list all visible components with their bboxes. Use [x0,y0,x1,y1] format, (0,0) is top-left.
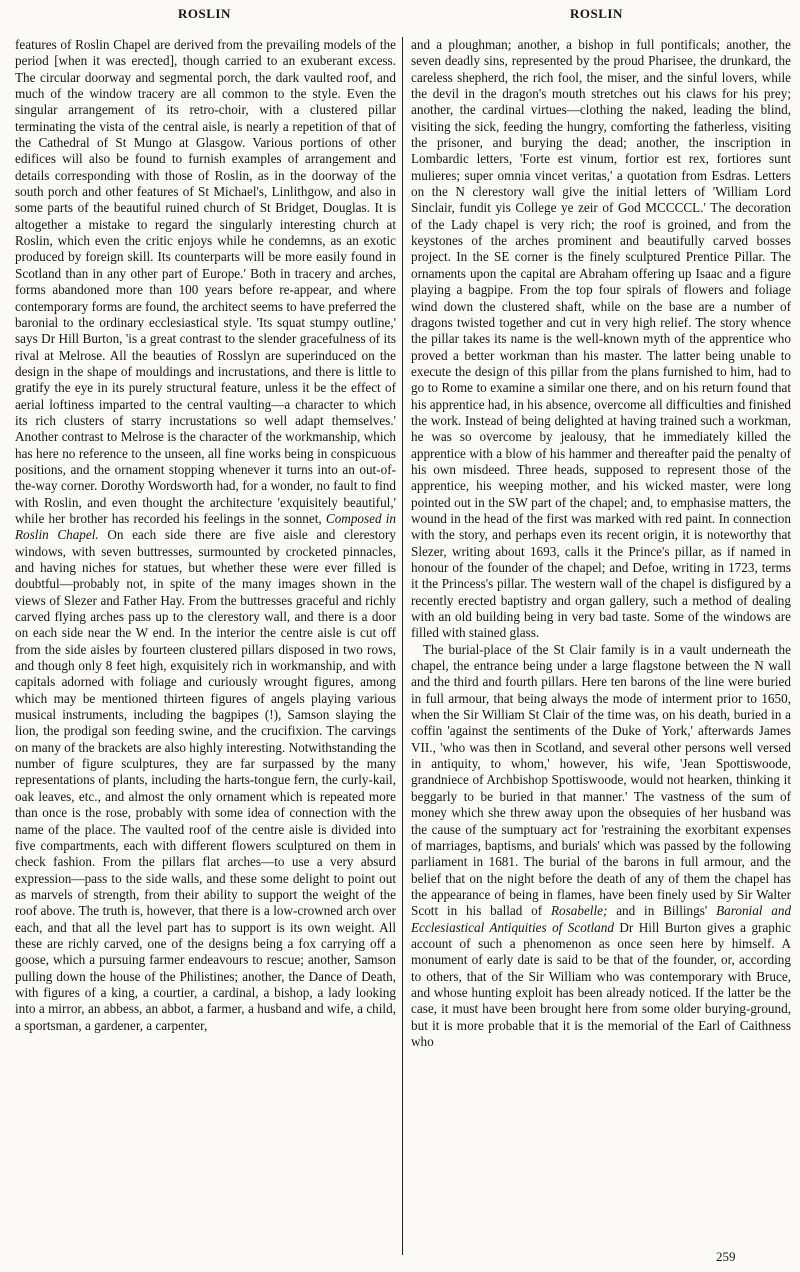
right-paragraph-2 [411,642,791,1051]
running-head-left: ROSLIN [178,6,231,21]
right-paragraph-1: and a ploughman; another, a bishop in full pontificals; another, the seven deadly sins, represented by the proud Pharisee, the drunkard, the careless shepherd, the rich fool, the miser, and the sinful lovers, while the devil in the dragon's mouth stretches out his claws for his prey; another, the cardinal virtues—clothing the naked, leading the blind, visiting the sick, feeding the hungry, comforting the fatherless, visiting the prisoner, and burying the dead; another, the inscription in Lombardic letters, 'Forte est vinum, fortior est rex, fortiores sunt mulieres; super omnia vincet veritas,' a quotation from Esdras. Letters on the N clerestory wall give the initial letters of 'William Lord Sinclair, fundit yis College ye zeir of God MCCCCL.' The decoration of the Lady chapel is very rich; the roof is groined, and from the keystones of the arches prominent and beautifully carved bosses project. In the SE corner is the finely sculptured Prentice Pillar. The ornaments upon the capital are Abraham offering up Isaac and a figure playing a bagpipe. From the top four spirals of flowers and foliage wind down the clustered shaft, while on the base are a number of dragons twisted together and cut in very high relief. The story whence the pillar takes its name is the well-known myth of the apprentice who proved a better workman than his master. The latter being unable to execute the design of this pillar from the plans furnished to him, had to go to Rome to examine a similar one there, and on his return found that his apprentice had, in his absence, overcome all difficulties and finished the work. Instead of being delighted at having trained such a workman, he was so overcome by jealousy, that he immediately killed the apprentice with a blow of his hammer and thereafter paid the penalty of his own misdeed. Three heads, supposed to represent those of the apprentice, his weeping mother, and his wicked master, were long pointed out in the SW part of the chapel; and, to emphasise matters, the wound in the head of the first was marked with red paint. In connection with the story, and perhaps even its recent origin, it is noteworthy that Slezer, writing about 1693, calls it the Prince's pillar, as if named in honour of the founder of the chapel; and Defoe, writing in 1723, terms it the Princess's pillar. The western wall of the chapel is disfigured by a recently erected baptistry and organ gallery, such a method of dealing with an old building being in very bad taste. Some of the windows are filled with stained glass. [411,37,791,641]
page-number: 259 [716,1249,736,1264]
right-p2-text-a: The burial-place of the St Clair family is in a vault underneath the chapel, the entrance being under a large flagstone between the N wall and the third and fourth pillars. Here ten barons of the line were buried in full armour, that being always the mode of interment prior to 1650, when the Sir William St Clair of the time was, on his death, buried in a coffin 'against the sentiments of the Duke of York,' afterwards James VII., 'who was then in Scotland, and several other persons well versed in antiquity, to whom,' however, his wife, 'Jean Spottiswoode, grandniece of Archbishop Spottiswoode, would not hearken, thinking it beggarly to be buried in that manner.' The vastness of the sum of money which she threw away upon the obsequies of her husband was the cause of the sumptuary act for 'restraining the exorbitant expenses of marriages, baptisms, and burials' which was passed by the following parliament in 1681. The burial of the barons in full armour, and the belief that on the night before the death of any of them the chapel has the appearance of being in flames, have been finely used by Sir Walter Scott in his ballad of [411,641,791,919]
sonnet-title: Composed in Roslin Chapel. [15,510,397,543]
billings-title: Baronial and Ecclesiastical Antiquities of Scotland [411,903,792,935]
right-column [411,37,791,1050]
column-divider [402,37,403,1255]
left-p1-text-a: features of Roslin Chapel are derived from the prevailing models of the period [when it was erected], though carried to an exuberant excess. The circular doorway and segmental porch, the dark vaulted roof, and much of the window tracery are all common to the style. Even the singular arrangement of its retro-choir, with a clustered pillar terminating the vista of the central aisle, is nearly a repetition of that of the Cathedral of St Mungo at Glasgow. Various portions of other edifices will also be found to furnish examples of arrangement and details corresponding with those of Roslin, as in the doorway of the south porch and other features of St Michael's, Linlithgow, and also in some parts of the beautiful ruined church of St Bridget, Douglas. It is altogether a mistake to regard the singularly interesting church at Roslin, which even the critic enjoys while he condemns, as an exotic produced by foreign skill. Its counterparts will be more easily found in Scotland than in any other part of Europe.' Both in tracery and arches, forms abandoned more than 100 years before re-appear, and where contemporary forms are found, the architect seems to have preferred the baronial to the ordinary ecclesiastical style. 'Its squat stumpy outline,' says Dr Hill Burton, 'is a great contrast to the slender gracefulness of its rival at Melrose. All the beauties of Rosslyn are superinduced on the design in the shape of mouldings and incrustations, and there is little to gratify the eye in its purely structural feature, unless it be the effect of aerial loftiness imparted to the central vaulting—a character to which its rich clusters of starry incrustations so well adapt themselves.' Another contrast to Melrose is the character of the workmanship, which has here no reference to the unseen, all fine works being in conspicuous positions, and the ornament stopping whenever it turns into an out-of-the-way corner. Dorothy Wordsworth had, for a wonder, no fault to find with Roslin, and even thought the architecture 'exquisitely beautiful,' while her brother has recorded his feelings in the sonnet, [15,37,396,526]
right-p2-text-c: Dr Hill Burton gives a graphic account of such a phenomenon as once seen here by himself. A monument of early date is said to be that of the founder, or, according to others, that of the Sir William who was contemporary with Bruce, and whose hunting exploit has been already noticed. If the latter be the case, it must have been brought here from some older burying-ground, but it is more probable that it is the memorial of the Earl of Caithness who [411,919,792,1049]
left-p1-text-b: On each side there are five aisle and clerestory windows, with seven buttresses, surmounted by crocketed pinnacles, and having niches for statues, but whether these were ever filled is doubtful—probably not, in spite of the many images shown in the views of Slezer and Father Hay. From the buttresses graceful and richly carved flying arches pass up to the clerestory wall, and there is a door on each side near the W end. In the interior the centre aisle is cut off from the side aisles by fourteen clustered pillars disposed in two rows, and though only 8 feet high, exquisitely rich in workmanship, and with capitals adorned with foliage and curiously wrought figures, among which may be mentioned thirteen figures of angels playing various musical instruments, including the bagpipes (!), Samson slaying the lion, the prodigal son feeding swine, and the crucifixion. The carvings on many of the brackets are also highly interesting. Notwithstanding the number of figure sculptures, they are far surpassed by the many representations of plants, including the harts-tongue fern, the curly-kail, oak leaves, etc., and almost the only ornament which is repeated more than once is the rose, probably with some idea of connection with the name of the place. The vaulted roof of the centre aisle is divided into five compartments, each with different flowers sculptured on them in check fashion. From the pillars flat arches—to use a very absurd expression—pass to the side walls, and these some delight to point out as marvels of strength, from their ability to support the weight of the roof above. The truth is, however, that there is a low-crowned arch over each, and that all the level part has to support is its own weight. All these are richly carved, one of the designs being a fox carrying off a goose, which a pursuing farmer endeavours to rescue; another, Samson pulling down the house of the Philistines; another, the Dance of Death, with figures of a king, a courtier, a cardinal, a bishop, a lady looking into a mirror, an abbess, an abbot, a farmer, a husband and wife, a child, a sportsman, a gardener, a carpenter, [15,527,396,1033]
ballad-title: Rosabelle; [550,903,608,919]
left-column [15,37,396,1034]
running-head-right: ROSLIN [570,6,623,21]
left-paragraph-1 [15,37,396,1034]
right-p2-text-b: and in Billings' [616,903,708,919]
